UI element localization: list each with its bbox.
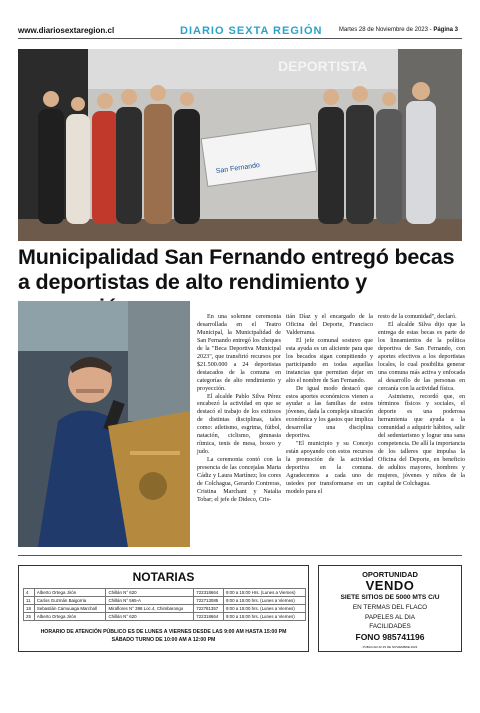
table-cell: 25 (24, 613, 35, 621)
classified-ad (318, 565, 462, 652)
ad-title: VENDO (365, 578, 415, 593)
table-cell: 722713085 (194, 597, 224, 605)
mayor-photo (18, 301, 190, 547)
paper-name: DIARIO SEXTA REGIÓN (180, 25, 323, 37)
table-cell: 722318664 (194, 589, 224, 597)
article-column-3 (378, 314, 465, 489)
table-row (24, 589, 306, 597)
date-text: Martes 28 de Noviembre de 2023 - (338, 27, 432, 33)
paragraph: "El municipio y su Concejo están apoyando con estos recursos la promoción de la actividad deportiva en la comuna. Agradecemos a cada uno de ustedes por transformarse en un modelo para el (286, 441, 373, 495)
ad-line: FACILIDADES (369, 623, 411, 630)
paragraph: De igual modo destacó que estos aportes económicos vienen a ayudar a las familias de estos jóvenes, dada la compleja situación económica y los gastos que implica desarrollar una disciplina deportiva. (286, 385, 373, 440)
table-cell: Alberto Ortega Jirón (34, 589, 106, 597)
table-cell: 11 (24, 597, 35, 605)
article-column-1 (197, 314, 281, 505)
paragraph: El alcalde Pablo Silva Pérez encabezó la actividad en que se destacó el trabajo de los exitosos de distintas disciplinas, tales como: atletismo, esgrima, fútbol, natación, ciclismo, gimnasia rítmica, tenis de mesa, boxeo y judo. (197, 393, 281, 456)
paragraph: En una solemne ceremonia desarrollada en el Teatro Municipal, la Municipalidad de San Fernando entregó los cheques de la "Beca Deportiva Municipal 2023", que transfirió recursos por $21.500.000 a 24 deportistas destacados de la comuna en categorías de alto rendimiento y proyección. (197, 314, 281, 392)
table-row (24, 613, 306, 621)
notarias-title: NOTARIAS (132, 570, 195, 584)
ad-line: EN TERMAS DEL FLACO (352, 604, 428, 611)
paragraph: Asimismo, recordó que, en términos físicos y sociales, el deporte es una poderosa herramienta que ayuda a la comunidad a adquirir hábitos, salir del sedentarismo y lograr una sana competencia. De allí la importancia de los talleres que impulsa la Oficina del Deporte, en beneficio de adultos mayores, hombres y mujeres, jóvenes y niños de la capital de Colchagua. (378, 393, 465, 488)
paragraph: El jefe comunal sostuvo que esta ayuda es un aliciente para que los becados sigan compitiendo y participando en todas aquellas instancias que permitan dejar en alto el nombre de San Fernando. (286, 337, 373, 384)
article-column-2 (286, 314, 373, 497)
group-photo (18, 49, 462, 241)
paragraph: tián Díaz y el encargado de la Oficina del Deporte, Francisco Valderrama. (286, 314, 373, 336)
hours-saturday: SÁBADO TURNO DE 10:00 AM A 12:00 PM (111, 637, 216, 643)
banner-text: DEPORTISTA (278, 58, 368, 74)
header-divider (18, 38, 462, 39)
table-row (24, 597, 306, 605)
table-cell: Miraflores N° 398 Loc.4, Chimbarongo (106, 605, 194, 613)
notarias-hours (19, 628, 308, 644)
table-cell: Alberto Ortega Jirón (34, 613, 106, 621)
paragraph: El alcalde Silva dijo que la entrega de estas becas es parte de los lineamientos de la política deportiva de San Fernando, con aportes efectivos a los deportistas locales, lo cual posibilita generar una comuna más activa y enfocada al desarrollo de las personas en cercanía con la actividad física. (378, 321, 465, 392)
table-cell: Chillán N° 620 (106, 589, 194, 597)
table-cell: 9:00 a 15:00 hrs. (Lunes a Viernes) (223, 605, 305, 613)
ad-line: PAPELES AL DIA (364, 614, 416, 621)
table-cell: Chillán N° 565-A (106, 597, 194, 605)
table-cell: 9:00 a 15:00 hrs. (Lunes a Viernes) (223, 597, 305, 605)
hours-weekday: HORARIO DE ATENCIÓN PÚBLICO ES DE LUNES A VIERNES DESDE LAS 9:00 AM HASTA 15:00 PM (40, 629, 287, 635)
table-cell: Chillán N° 620 (106, 613, 194, 621)
table-cell: Sebastián Camuuaga Marchall (34, 605, 106, 613)
notarias-box (18, 565, 309, 652)
table-cell: Carlos Guzmán Baigorria (34, 597, 106, 605)
table-cell: 722781357 (194, 605, 224, 613)
site-url[interactable]: www.diariosextaregion.cl (18, 26, 115, 35)
check-label: San Fernando (215, 162, 261, 176)
ad-publication-note: PUBLICAR 22 25 DE NOVIEMBRE 2023 (362, 645, 418, 649)
table-cell: 9:00 a 15:00 hrs. (Lunes a Viernes) (223, 613, 305, 621)
paragraph: La ceremonia contó con la presencia de las concejalas Marta Cádiz y Laura Martínez; los cores de Colchagua, Gerardo Contreras, Cristina Marchant y Natalia Tobar; el jefe de Dideco, Cris- (197, 457, 281, 503)
table-cell: 9:00 a 15:00 Hrs. (Lunes a Viernes) (223, 589, 305, 597)
ad-line: SIETE SITIOS DE 5000 MTS C/U (340, 594, 440, 601)
notarias-table (23, 588, 306, 621)
table-row (24, 605, 306, 613)
issue-date (339, 27, 458, 33)
ad-phone: FONO 985741196 (355, 632, 425, 642)
section-divider (18, 555, 462, 556)
ad-heading: OPORTUNIDAD (362, 570, 418, 579)
table-cell: 18 (24, 605, 35, 613)
page-number: Página 3 (433, 27, 458, 33)
paragraph: resto de la comunidad", declaró. (378, 314, 457, 320)
table-cell: 722318664 (194, 613, 224, 621)
table-cell: 4 (24, 589, 35, 597)
headline: Municipalidad San Fernando entregó becas a deportistas de alto rendimiento y (18, 245, 455, 294)
